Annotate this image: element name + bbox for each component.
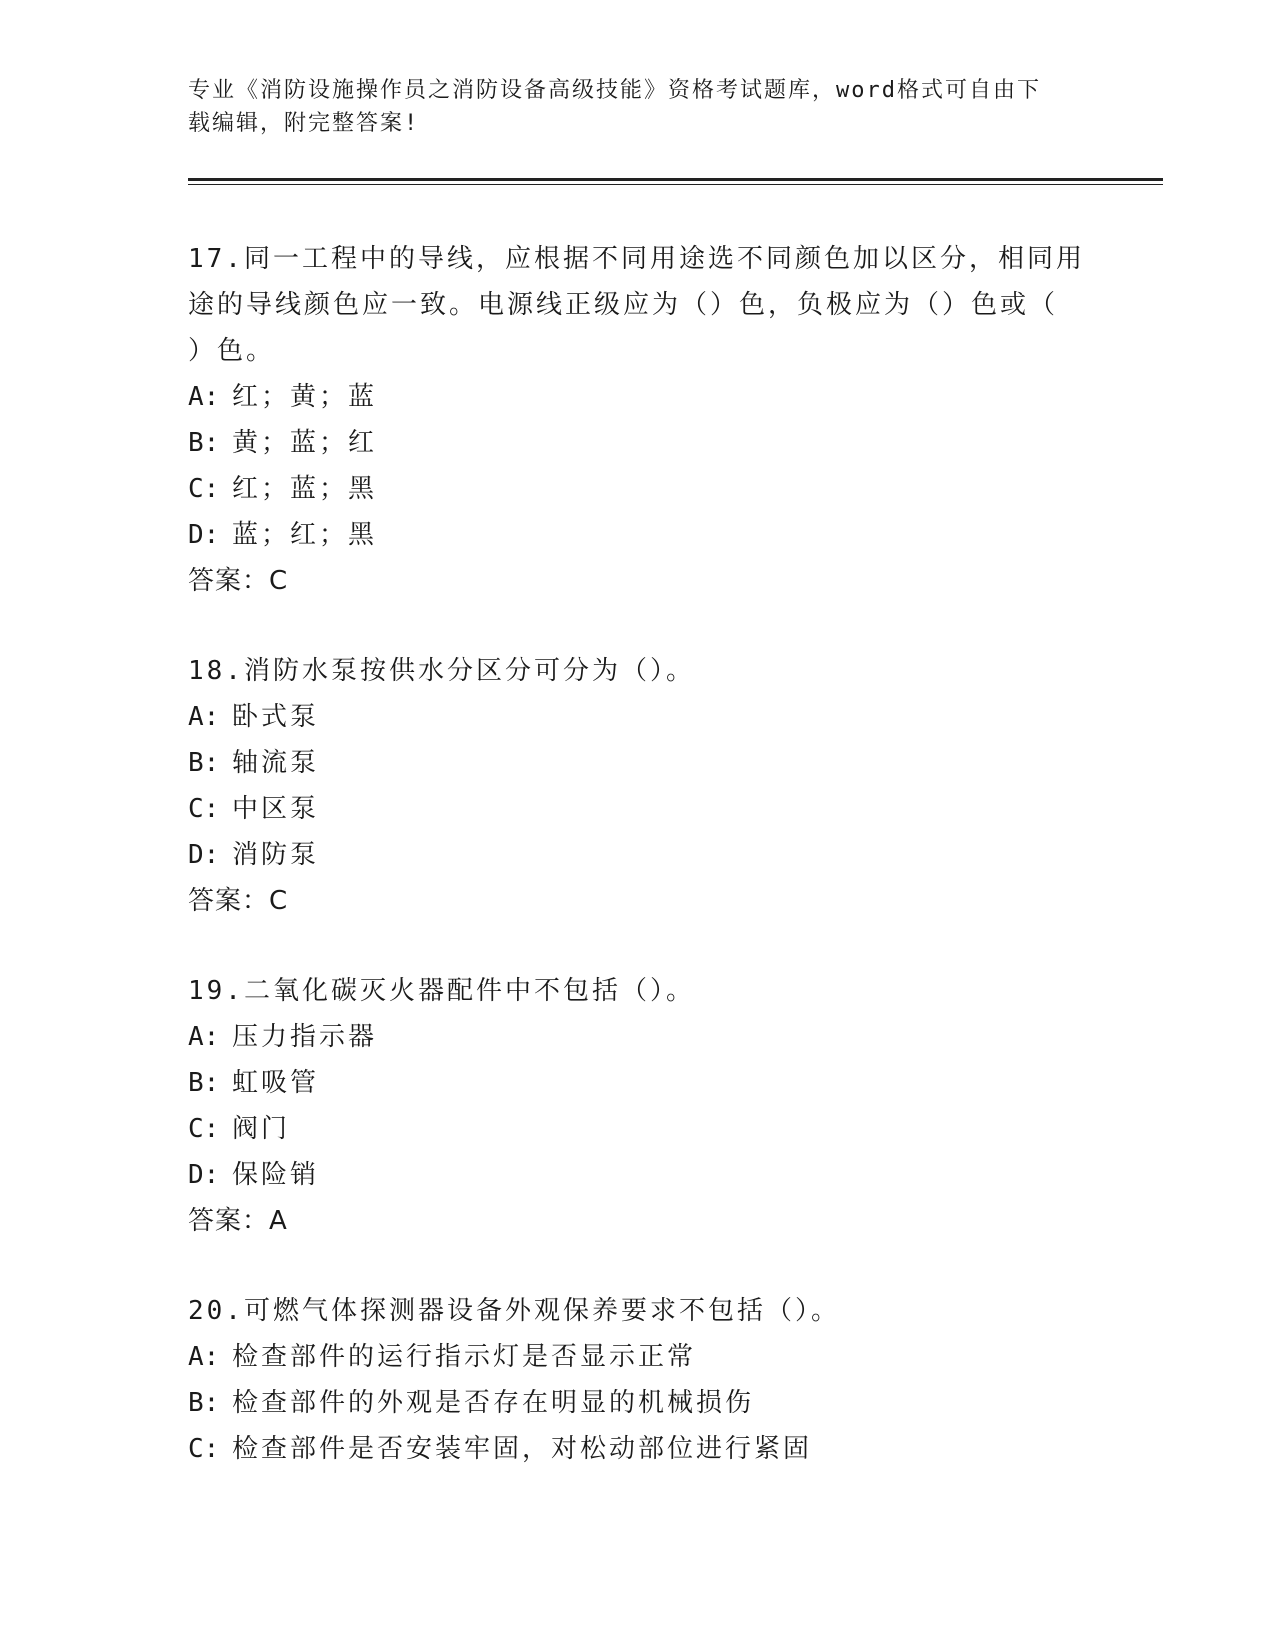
option-label: B: bbox=[188, 1068, 220, 1098]
option-text: 轴流泵 bbox=[232, 748, 320, 778]
option-text: 虹吸管 bbox=[232, 1068, 320, 1098]
option-text: 压力指示器 bbox=[232, 1022, 378, 1052]
option-text: 检查部件的运行指示灯是否显示正常 bbox=[232, 1342, 697, 1372]
question-stem-line: 19.二氧化碳灭火器配件中不包括（）。 bbox=[188, 976, 695, 1006]
option-text: 红；蓝；黑 bbox=[232, 474, 378, 504]
question-item bbox=[188, 648, 1088, 924]
answer-option bbox=[188, 786, 1088, 832]
question-item bbox=[188, 968, 1088, 1244]
answer-option bbox=[188, 1060, 1088, 1106]
option-text: 卧式泵 bbox=[232, 702, 320, 732]
answer-option bbox=[188, 694, 1088, 740]
header-divider-thick bbox=[188, 178, 1163, 181]
answer-option bbox=[188, 832, 1088, 878]
answer-option bbox=[188, 740, 1088, 786]
question-stem-line: ）色。 bbox=[188, 336, 276, 366]
option-label: D: bbox=[188, 840, 220, 870]
header-divider-thin bbox=[188, 184, 1163, 185]
option-label: A: bbox=[188, 1022, 220, 1052]
option-label: C: bbox=[188, 1114, 220, 1144]
option-label: A: bbox=[188, 702, 220, 732]
option-label: C: bbox=[188, 474, 220, 504]
option-label: B: bbox=[188, 748, 220, 778]
option-label: D: bbox=[188, 1160, 220, 1190]
answer-key: 答案：A bbox=[188, 1206, 288, 1236]
header-line-1: 专业《消防设施操作员之消防设备高级技能》资格考试题库，word格式可自由下 bbox=[188, 78, 1041, 103]
option-label: A: bbox=[188, 1342, 220, 1372]
question-stem-line: 17.同一工程中的导线，应根据不同用途选不同颜色加以区分，相同用 bbox=[188, 244, 1085, 274]
answer-key: 答案：C bbox=[188, 886, 289, 916]
option-text: 黄；蓝；红 bbox=[232, 428, 378, 458]
option-label: D: bbox=[188, 520, 220, 550]
option-label: B: bbox=[188, 1388, 220, 1418]
answer-option bbox=[188, 374, 1088, 420]
answer-option bbox=[188, 466, 1088, 512]
option-text: 保险销 bbox=[232, 1160, 320, 1190]
option-text: 检查部件是否安装牢固，对松动部位进行紧固 bbox=[232, 1434, 813, 1464]
answer-option bbox=[188, 1334, 1088, 1380]
answer-option bbox=[188, 1152, 1088, 1198]
option-label: A: bbox=[188, 382, 220, 412]
option-text: 消防泵 bbox=[232, 840, 320, 870]
header-line-2: 载编辑，附完整答案! bbox=[188, 111, 420, 136]
option-text: 蓝；红；黑 bbox=[232, 520, 378, 550]
option-label: B: bbox=[188, 428, 220, 458]
answer-key: 答案：C bbox=[188, 566, 289, 596]
question-stem-line: 途的导线颜色应一致。电源线正级应为（）色，负极应为（）色或（ bbox=[188, 290, 1059, 320]
option-label: C: bbox=[188, 794, 220, 824]
option-text: 检查部件的外观是否存在明显的机械损伤 bbox=[232, 1388, 755, 1418]
answer-option bbox=[188, 1014, 1088, 1060]
option-label: C: bbox=[188, 1434, 220, 1464]
question-stem-line: 20.可燃气体探测器设备外观保养要求不包括（）。 bbox=[188, 1296, 840, 1326]
question-list bbox=[188, 236, 1088, 1516]
answer-option bbox=[188, 1106, 1088, 1152]
question-item bbox=[188, 1288, 1088, 1472]
answer-option bbox=[188, 420, 1088, 466]
option-text: 中区泵 bbox=[232, 794, 320, 824]
option-text: 红；黄；蓝 bbox=[232, 382, 378, 412]
question-stem-line: 18.消防水泵按供水分区分可分为（）。 bbox=[188, 656, 695, 686]
answer-option bbox=[188, 1380, 1088, 1426]
document-header bbox=[188, 74, 1088, 140]
answer-option bbox=[188, 1426, 1088, 1472]
answer-option bbox=[188, 512, 1088, 558]
option-text: 阀门 bbox=[232, 1114, 291, 1144]
question-item bbox=[188, 236, 1088, 604]
